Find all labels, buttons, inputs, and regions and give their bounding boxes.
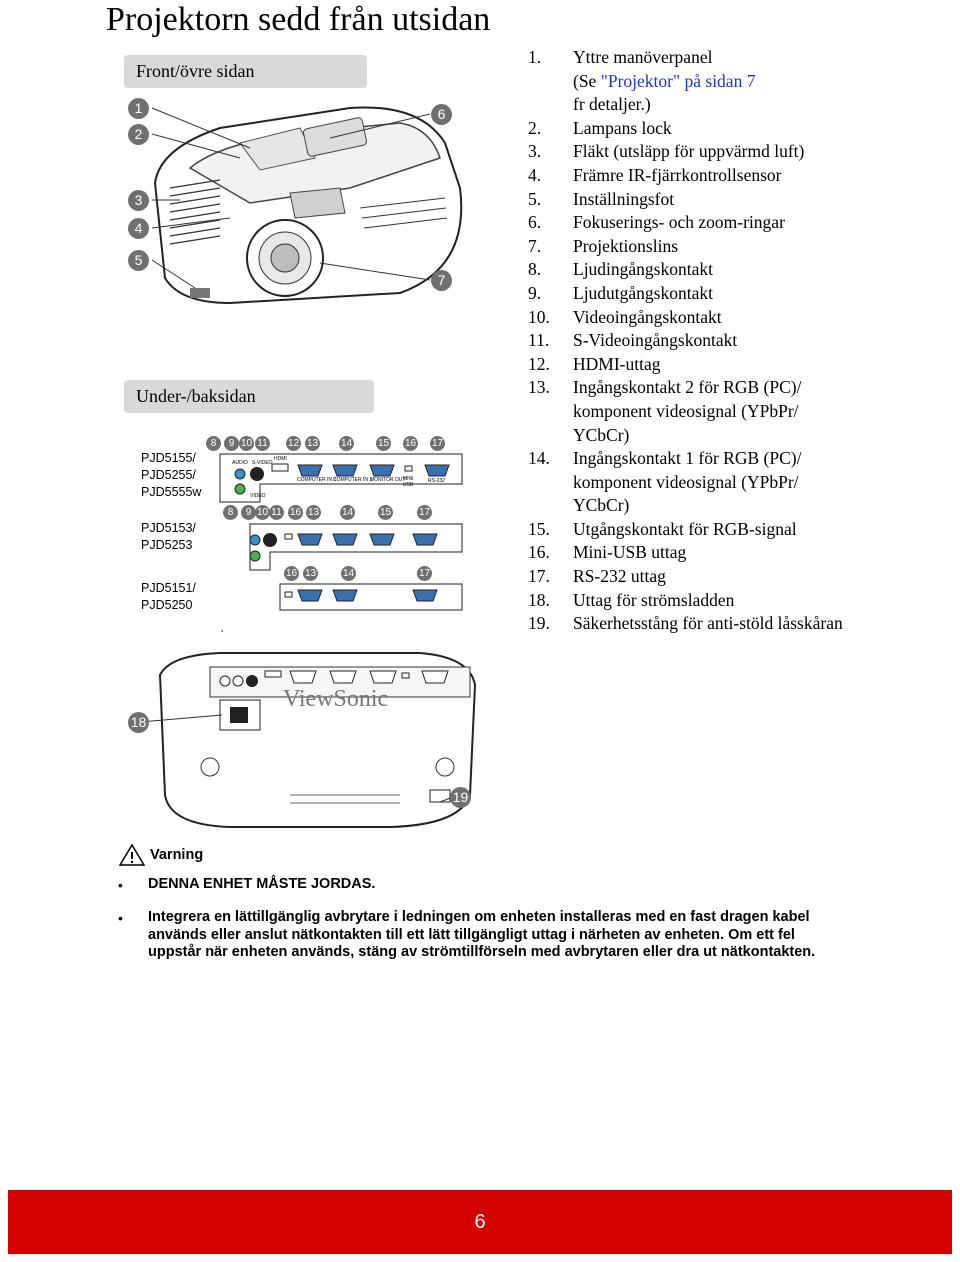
brand-logo-rear: ViewSonic bbox=[283, 686, 389, 712]
callout-3: 3 bbox=[128, 190, 149, 211]
model-group-1: PJD5155/ PJD5255/ PJD5555w bbox=[141, 451, 202, 499]
page-title: Projektorn sedd från utsidan bbox=[106, 1, 491, 38]
label-video: VIDEO bbox=[250, 493, 266, 499]
label-audio: AUDIO bbox=[232, 460, 248, 466]
label-computer-in-1: COMPUTER IN 1 bbox=[333, 477, 373, 483]
callout-19: 19 bbox=[450, 787, 471, 808]
list-item: 10. Videoingångskontakt bbox=[528, 306, 722, 327]
list-item: 3. Fläkt (utsläpp för uppvärmd luft) bbox=[528, 141, 805, 162]
list-item: 4. Främre IR-fjärrkontrollsensor bbox=[528, 164, 782, 185]
list-item: 8. Ljudingångskontakt bbox=[528, 259, 713, 280]
callout-18: 18 bbox=[128, 712, 149, 733]
warning-heading: Varning bbox=[150, 847, 204, 863]
callout-4: 4 bbox=[128, 218, 149, 239]
list-item: 16. Mini-USB uttag bbox=[528, 542, 687, 563]
list-item: 13. Ingångskontakt 2 för RGB (PC)/ komponent videosignal (YPbPr/ YCbCr) bbox=[528, 377, 802, 445]
list-item: 11. S-Videoingångskontakt bbox=[528, 330, 738, 351]
list-item: 15. Utgångskontakt för RGB-signal bbox=[528, 518, 797, 539]
bullet-icon: • bbox=[118, 877, 123, 893]
list-item: 9. Ljudutgångskontakt bbox=[528, 282, 713, 303]
section-under-header: Under-/baksidan bbox=[124, 380, 374, 413]
projector-front-illustration bbox=[100, 88, 480, 358]
warning-bullet-1: DENNA ENHET MÅSTE JORDAS. bbox=[148, 876, 376, 892]
bullet-icon: • bbox=[118, 910, 123, 926]
page-number-footer: 6 bbox=[8, 1190, 952, 1254]
list-item: 2. Lampans lock bbox=[528, 117, 672, 138]
label-mini-usb: MINI USB bbox=[403, 476, 414, 488]
label-rs232: RS-232 bbox=[428, 478, 445, 484]
list-item: 1. Yttre manöverpanel (Se "Projektor" på sidan 7 fr detaljer.) bbox=[528, 47, 756, 115]
label-monitor-out: MONITOR OUT bbox=[370, 477, 406, 483]
section-front-header: Front/övre sidan bbox=[124, 55, 367, 88]
component-list bbox=[528, 46, 948, 636]
list-item: 6. Fokuserings- och zoom-ringar bbox=[528, 212, 785, 233]
warning-bullet-2: Integrera en lättillgänglig avbrytare i ledningen om enheten installeras med en fast dragen kabel används eller anslut nätkontakten till ett lätt tillgängligt uttag i närheten av enheten. Om ett fel uppstår när enheten används, stäng av strömtillförseln med avbrytaren eller dra ut nätkontakten. bbox=[148, 909, 816, 960]
model-group-3: PJD5151/ PJD5250 bbox=[141, 581, 196, 612]
label-s-video: S-VIDEO bbox=[252, 460, 273, 466]
link-projektor[interactable]: "Projektor" på sidan 7 bbox=[600, 70, 756, 91]
callout-6: 6 bbox=[431, 104, 452, 125]
callout-2: 2 bbox=[128, 124, 149, 145]
label-computer-in-2: COMPUTER IN 2 bbox=[297, 477, 337, 483]
warning-icon bbox=[118, 843, 146, 867]
list-item: 19. Säkerhetsstång för anti-stöld låsskåran bbox=[528, 613, 843, 634]
callout-1: 1 bbox=[128, 98, 149, 119]
callout-5: 5 bbox=[128, 250, 149, 271]
list-item: 5. Inställningsfot bbox=[528, 188, 675, 209]
list-item: 12. HDMI-uttag bbox=[528, 353, 661, 374]
projector-rear-illustration bbox=[140, 645, 480, 835]
model-group-2: PJD5153/ PJD5253 bbox=[141, 521, 196, 552]
list-item: 18. Uttag för strömsladden bbox=[528, 589, 735, 610]
list-item: 14. Ingångskontakt 1 för RGB (PC)/ komponent videosignal (YPbPr/ YCbCr) bbox=[528, 448, 802, 516]
list-item: 17. RS-232 uttag bbox=[528, 566, 666, 587]
callout-7: 7 bbox=[431, 270, 452, 291]
label-hdmi: HDMI bbox=[274, 456, 287, 462]
list-item: 7. Projektionslins bbox=[528, 235, 679, 256]
